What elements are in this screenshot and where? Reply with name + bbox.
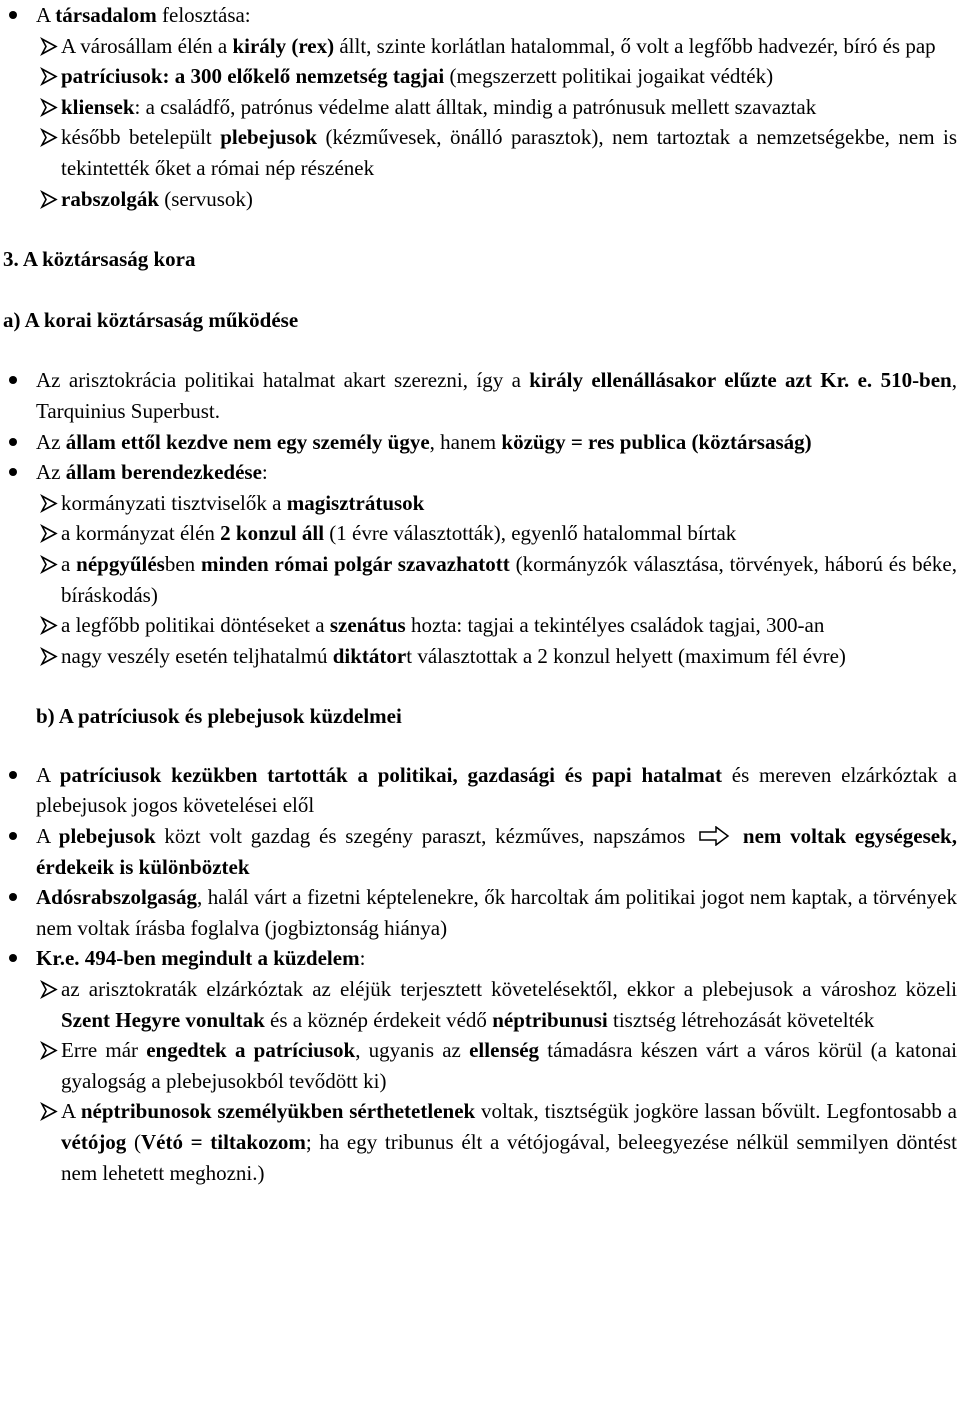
text-run: a kormányzat élén xyxy=(61,521,221,546)
text-run: A xyxy=(36,762,60,787)
bold-text: néptribunosok személyükben sérthetetlenek xyxy=(80,1099,476,1124)
bold-text: a) A korai köztársaság működése xyxy=(3,307,299,332)
right-arrow-icon xyxy=(698,826,730,846)
text-run: a xyxy=(61,551,77,576)
arrow-item xyxy=(3,122,957,183)
text-run: , halál várt a fizetni képtelenekre, ők harcoltak ám politikai jogot nem kaptak, a törvények nem voltak írásba foglalva (jogbiztonság hiánya) xyxy=(36,885,957,940)
arrowhead-bullet-icon xyxy=(39,641,59,671)
text-run: kormányzati tisztviselők a xyxy=(61,490,287,515)
text-run: t választottak a 2 konzul helyett (maximum fél évre) xyxy=(406,643,846,668)
bold-text: nem voltak egységesek, érdekeik is különböztek xyxy=(36,824,957,879)
bold-text: patríciusok kezükben tartották a politikai, gazdasági és papi hatalmat xyxy=(59,762,722,787)
section-heading xyxy=(3,244,957,275)
text-run: közt volt gazdag és szegény paraszt, kézműves, napszámos xyxy=(155,824,695,849)
text-run: támadásra készen várt a város körül (a katonai gyalogság a plebejusokból tevődött ki) xyxy=(61,1038,957,1093)
arrowhead-bullet-icon xyxy=(39,1096,59,1126)
arrow-item xyxy=(3,1035,957,1096)
bold-text: engedtek a patríciusok xyxy=(146,1038,356,1063)
bold-text: Szent Hegyre vonultak xyxy=(61,1007,265,1032)
arrow-item xyxy=(3,518,957,549)
bold-text: kliensek xyxy=(61,94,135,119)
arrowhead-bullet-icon xyxy=(39,974,59,1004)
text-run: ; ha egy tribunus élt a vétójogával, beleegyezése nélkül semmilyen döntést nem lehetett meghozni.) xyxy=(61,1130,957,1185)
arrowhead-bullet-icon xyxy=(39,488,59,518)
arrowhead-bullet-icon xyxy=(39,518,59,548)
bold-text: ellenség xyxy=(469,1038,540,1063)
bold-text: plebejusok xyxy=(58,824,156,849)
arrow-item xyxy=(3,488,957,519)
bullet-item xyxy=(3,882,957,943)
text-run: ( xyxy=(126,1130,141,1154)
text-run: és a köznép érdekeit védő xyxy=(264,1007,493,1032)
bold-text: patríciusok: a 300 előkelő nemzetség tagjai xyxy=(61,64,445,89)
text-run: Az xyxy=(36,460,66,485)
text-run: voltak, tisztségük jogköre lassan bővült. Legfontosabb a xyxy=(475,1099,957,1124)
bold-text: király ellenállásakor elűzte azt Kr. e. 510-ben xyxy=(529,368,952,393)
bold-text: vétójog xyxy=(61,1130,127,1154)
bold-text: Kr.e. 494-ben megindult a küzdelem xyxy=(36,946,360,971)
text-run: hozta: tagjai a tekintélyes családok tagjai, 300-an xyxy=(405,613,825,638)
bold-text: állam berendezkedése xyxy=(65,460,262,485)
text-run: A xyxy=(61,1099,81,1124)
bold-text: Vétó = tiltakozom xyxy=(140,1130,306,1154)
text-run: : xyxy=(359,946,366,971)
text-run: A városállam élén a xyxy=(61,33,233,58)
bold-text: minden római polgár szavazhatott xyxy=(201,551,510,576)
bullet-item xyxy=(3,943,957,974)
bullet-item xyxy=(3,457,957,488)
text-run: (kézművesek, önálló parasztok), nem tartoztak a nemzetségekbe, nem is tekintették őket a római nép részének xyxy=(61,125,957,180)
subsection-heading xyxy=(3,701,957,732)
bold-text: b) A patríciusok és plebejusok küzdelmei xyxy=(36,704,402,729)
bold-text: diktátor xyxy=(332,643,407,668)
arrow-item xyxy=(3,61,957,92)
arrow-item xyxy=(3,92,957,123)
text-run: , hanem xyxy=(429,429,502,454)
bold-text: közügy = res publica (köztársaság) xyxy=(501,429,812,454)
bold-text: népgyűlés xyxy=(76,551,165,576)
text-run: az arisztokraták elzárkóztak az eléjük terjesztett követelésektől, ekkor a plebejusok a városhoz közeli xyxy=(61,977,957,1002)
bullet-item xyxy=(3,0,957,31)
bold-text: plebejusok xyxy=(220,125,318,150)
text-run: (kormányzók választása, törvények, háború és béke, bíráskodás) xyxy=(61,551,957,607)
arrow-item xyxy=(3,974,957,1035)
bold-text: király (rex) xyxy=(232,33,335,58)
text-run: : xyxy=(261,460,268,485)
arrowhead-bullet-icon xyxy=(39,92,59,122)
bold-text: szenátus xyxy=(329,613,406,638)
arrowhead-bullet-icon xyxy=(39,61,59,91)
text-run: tisztség létrehozását követelték xyxy=(607,1007,875,1032)
text-run: Az arisztokrácia politikai hatalmat akart szerezni, így a xyxy=(36,368,530,393)
arrowhead-bullet-icon xyxy=(39,549,59,579)
bold-text: 3. A köztársaság kora xyxy=(3,247,196,272)
text-run: ben xyxy=(164,551,201,576)
bold-text: társadalom xyxy=(55,3,157,27)
arrow-item xyxy=(3,1096,957,1188)
arrowhead-bullet-icon xyxy=(39,122,59,152)
arrowhead-bullet-icon xyxy=(39,1035,59,1065)
text-run: , Tarquinius Superbust. xyxy=(36,368,957,423)
text-run: : a családfő, patrónus védelme alatt álltak, mindig a patrónusuk mellett szavaztak xyxy=(134,94,817,119)
bullet-item xyxy=(3,760,957,821)
text-run: felosztása: xyxy=(156,3,251,27)
arrow-item xyxy=(3,549,957,610)
arrow-item xyxy=(3,31,957,62)
bullet-item xyxy=(3,427,957,458)
text-run: a legfőbb politikai döntéseket a xyxy=(61,613,330,638)
text-run: A xyxy=(36,3,56,27)
text-run: , ugyanis az xyxy=(355,1038,470,1063)
text-run: és mereven elzárkóztak a plebejusok jogos követelései elől xyxy=(36,762,957,818)
text-run: később betelepült xyxy=(61,125,221,150)
text-run: (megszerzett politikai jogaikat védték) xyxy=(444,64,774,89)
text-run: A xyxy=(36,824,59,849)
bold-text: rabszolgák xyxy=(61,186,160,211)
arrowhead-bullet-icon xyxy=(39,610,59,640)
arrow-item xyxy=(3,641,957,672)
arrowhead-bullet-icon xyxy=(39,31,59,61)
text-run: állt, szinte korlátlan hatalommal, ő volt a legfőbb hadvezér, bíró és pap xyxy=(334,33,936,58)
text-run: (1 évre választották), egyenlő hatalommal bírtak xyxy=(324,521,737,546)
section-heading xyxy=(3,305,957,336)
text-run: Erre már xyxy=(61,1038,147,1063)
bold-text: állam ettől kezdve nem egy személy ügye xyxy=(65,429,430,454)
bullet-item xyxy=(3,365,957,426)
bullet-item xyxy=(3,821,957,882)
bold-text: magisztrátusok xyxy=(286,490,425,515)
arrowhead-bullet-icon xyxy=(39,184,59,214)
bold-text: néptribunusi xyxy=(492,1007,608,1032)
arrow-item xyxy=(3,610,957,641)
text-run: nagy veszély esetén teljhatalmú xyxy=(61,643,333,668)
text-run: (servusok) xyxy=(159,186,253,211)
text-run: Az xyxy=(36,429,66,454)
bold-text: Adósrabszolgaság xyxy=(36,885,198,910)
bold-text: 2 konzul áll xyxy=(220,521,325,546)
arrow-item xyxy=(3,184,957,215)
